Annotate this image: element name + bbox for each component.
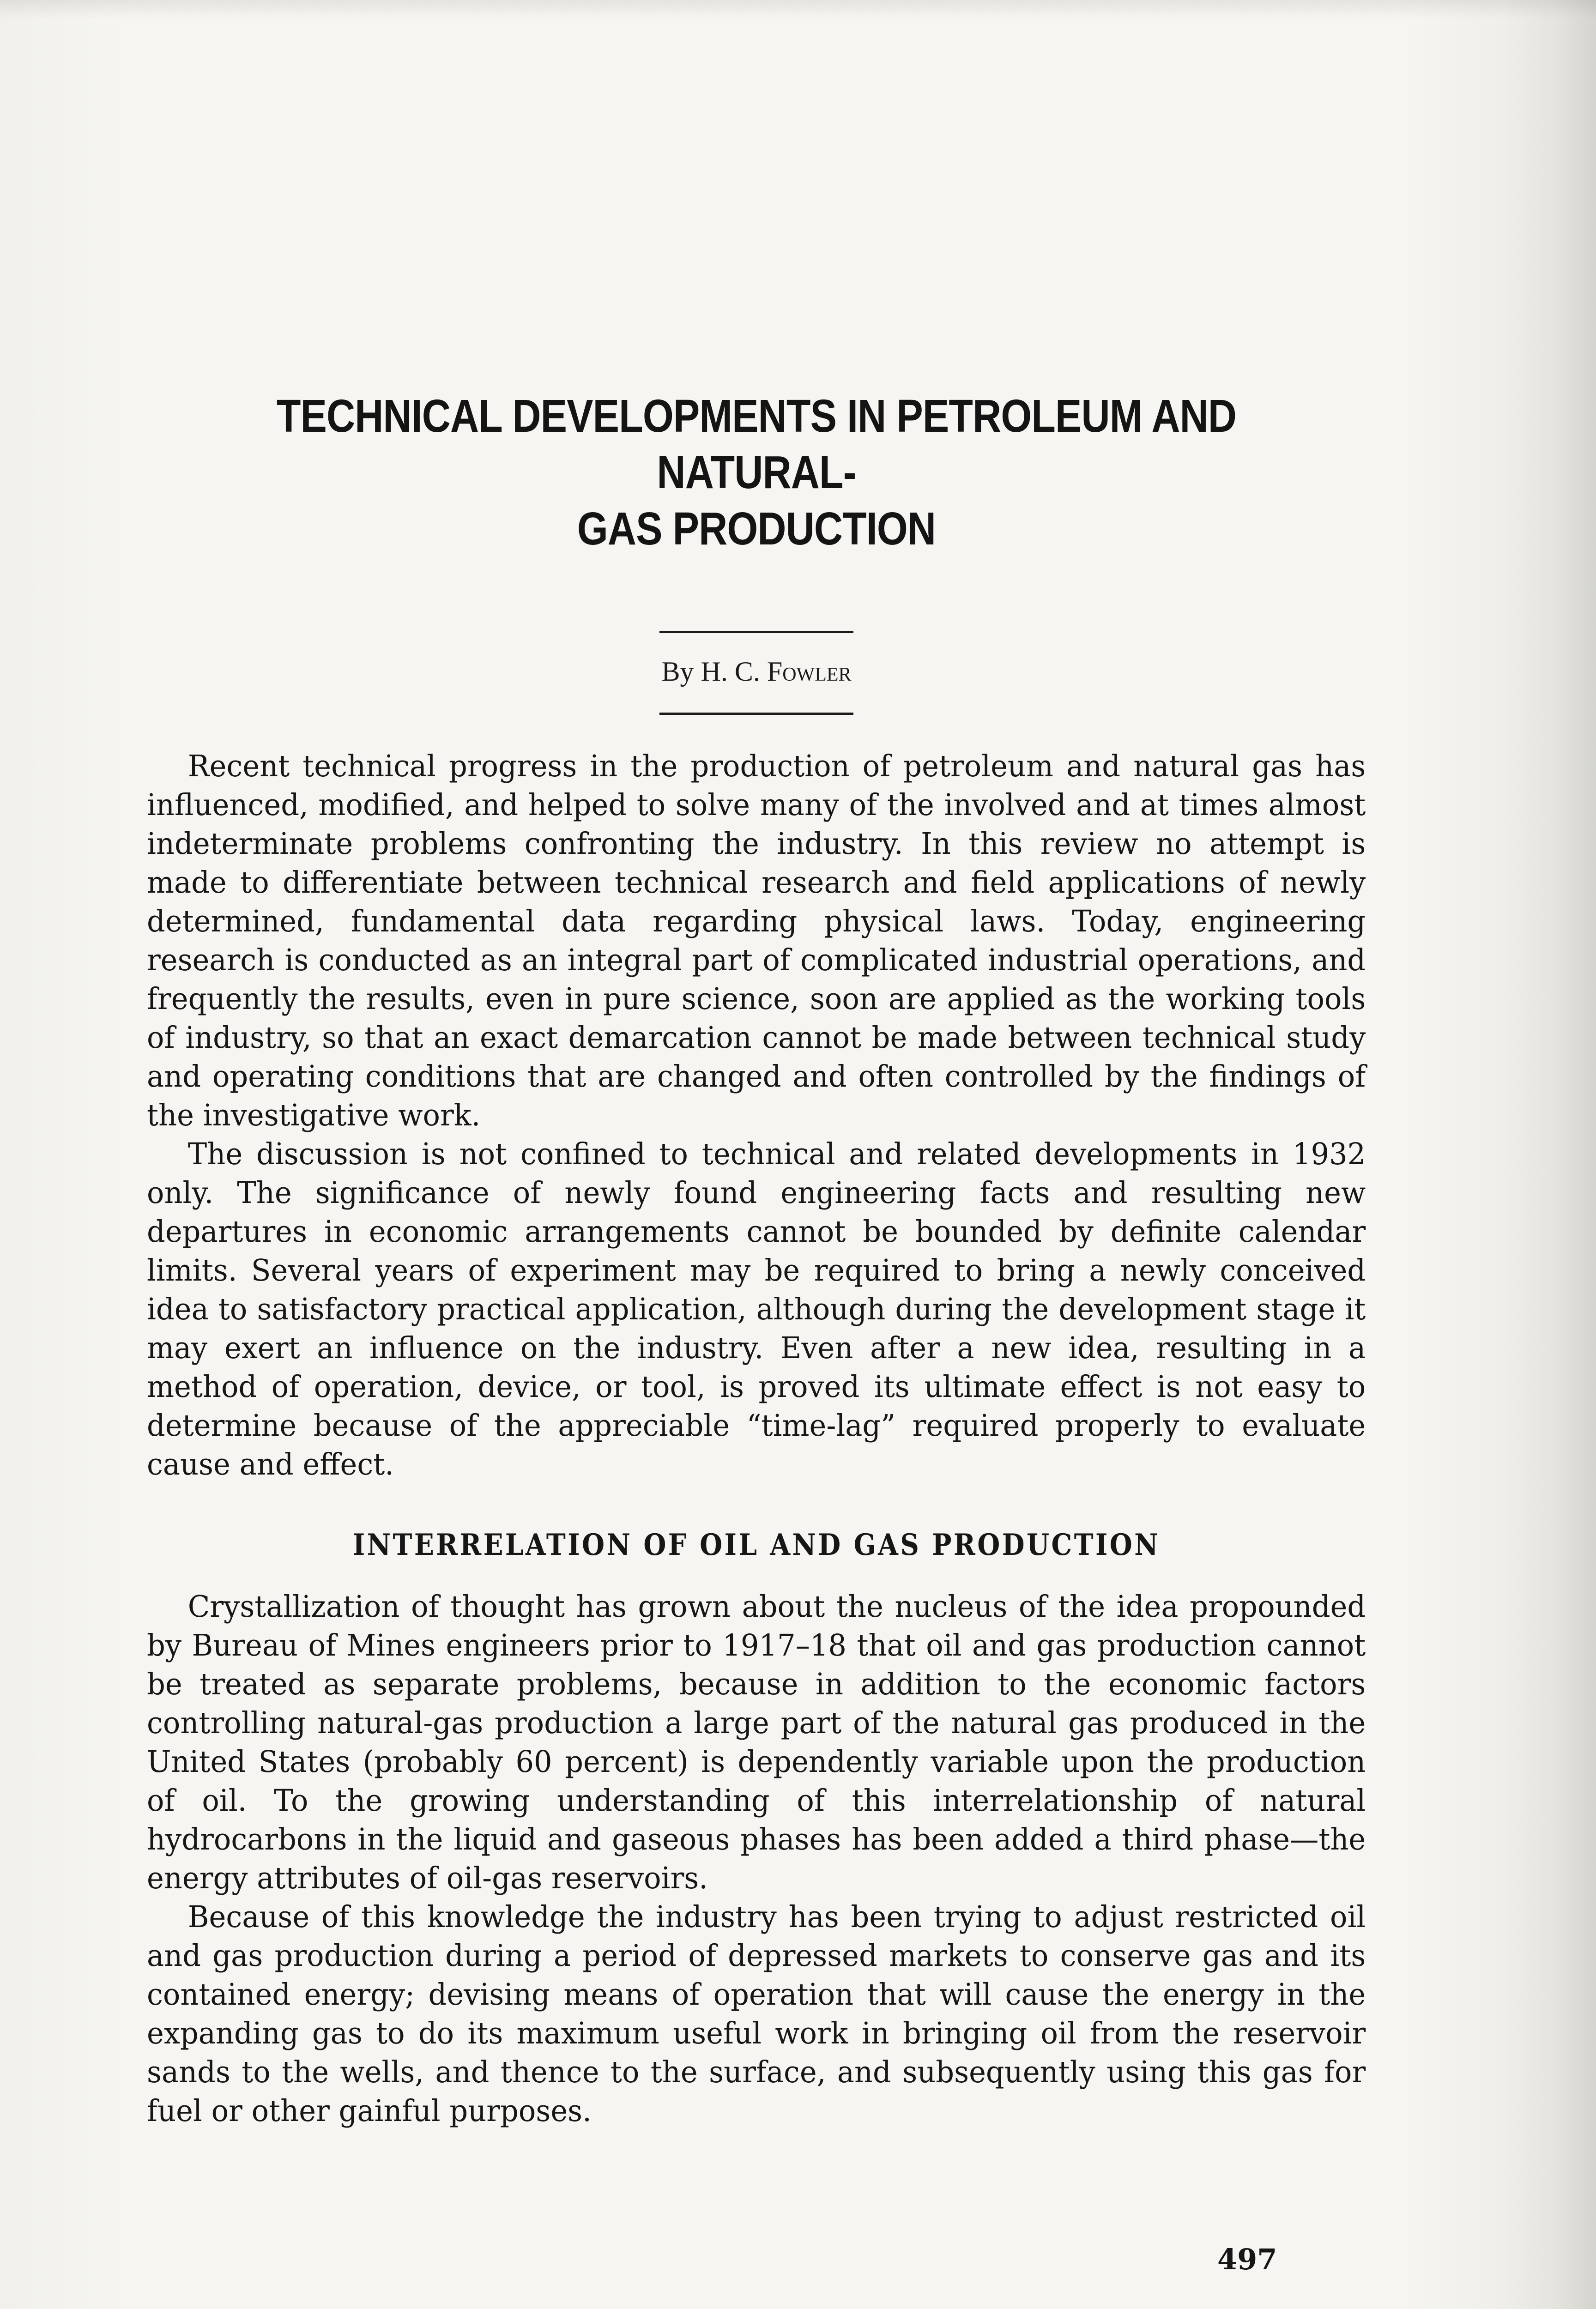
article-body <box>147 388 1366 2131</box>
byline <box>147 655 1366 688</box>
paragraph-2: The discussion is not confined to technical and related developments in 1932 only. The significance of newly found engineering facts and resulting new departures in economic arrangements cannot be bounded by definite calendar limits. Several years of experiment may be required to bring a newly conceived idea to satisfactory practical application, although during the development stage it may exert an influence on the industry. Even after a new idea, resulting in a method of operation, device, or tool, is proved its ultimate effect is not easy to determine because of the appreciable “time-lag” required properly to evaluate cause and effect. <box>147 1137 1366 1482</box>
byline-prefix: By <box>661 656 701 687</box>
article-title <box>232 388 1281 557</box>
divider-rule-bottom <box>659 713 853 715</box>
page-number: 497 <box>1217 2243 1277 2276</box>
author-name: H. C. Fowler <box>701 656 852 687</box>
section-heading: INTERRELATION OF OIL AND GAS PRODUCTION <box>352 1528 1161 1562</box>
page-top-shadow <box>0 0 1596 18</box>
paragraph-4: Because of this knowledge the industry has been trying to adjust restricted oil and gas production during a period of depressed markets to conserve gas and its contained energy; devising means of operation that will cause the energy in the expanding gas to do its maximum useful work in bringing oil from the reservoir sands to the wells, and thence to the surface, and subsequently using this gas for fuel or other gainful purposes. <box>147 1900 1366 2128</box>
paragraph-3: Crystallization of thought has grown about the nucleus of the idea propounded by Bureau of Mines engineers prior to 1917–18 that oil and gas production cannot be treated as separate problems, because in addition to the economic factors controlling natural-gas production a large part of the natural gas produced in the United States (probably 60 percent) is dependently variable upon the production of oil. To the growing understanding of this interrelationship of natural hydrocarbons in the liquid and gaseous phases has been added a third phase—the energy attributes of oil-gas reservoirs. <box>147 1590 1366 1896</box>
divider-rule-top <box>659 631 853 633</box>
page-edge-shadow <box>1504 0 1596 2309</box>
article-title-line-2: GAS PRODUCTION <box>577 503 936 555</box>
paragraph-1: Recent technical progress in the production of petroleum and natural gas has influenced, modified, and helped to solve many of the involved and at times almost indeterminate problems confronting the industry. In this review no attempt is made to differentiate between technical research and field applications of newly determined, fundamental data regarding physical laws. Today, engineering research is conducted as an integral part of complicated industrial operations, and frequently the results, even in pure science, soon are applied as the working tools of industry, so that an exact demarcation cannot be made between technical study and operating conditions that are changed and often controlled by the findings of the investigative work. <box>147 749 1366 1133</box>
article-title-line-1: TECHNICAL DEVELOPMENTS IN PETROLEUM AND NATURAL- <box>276 390 1237 498</box>
